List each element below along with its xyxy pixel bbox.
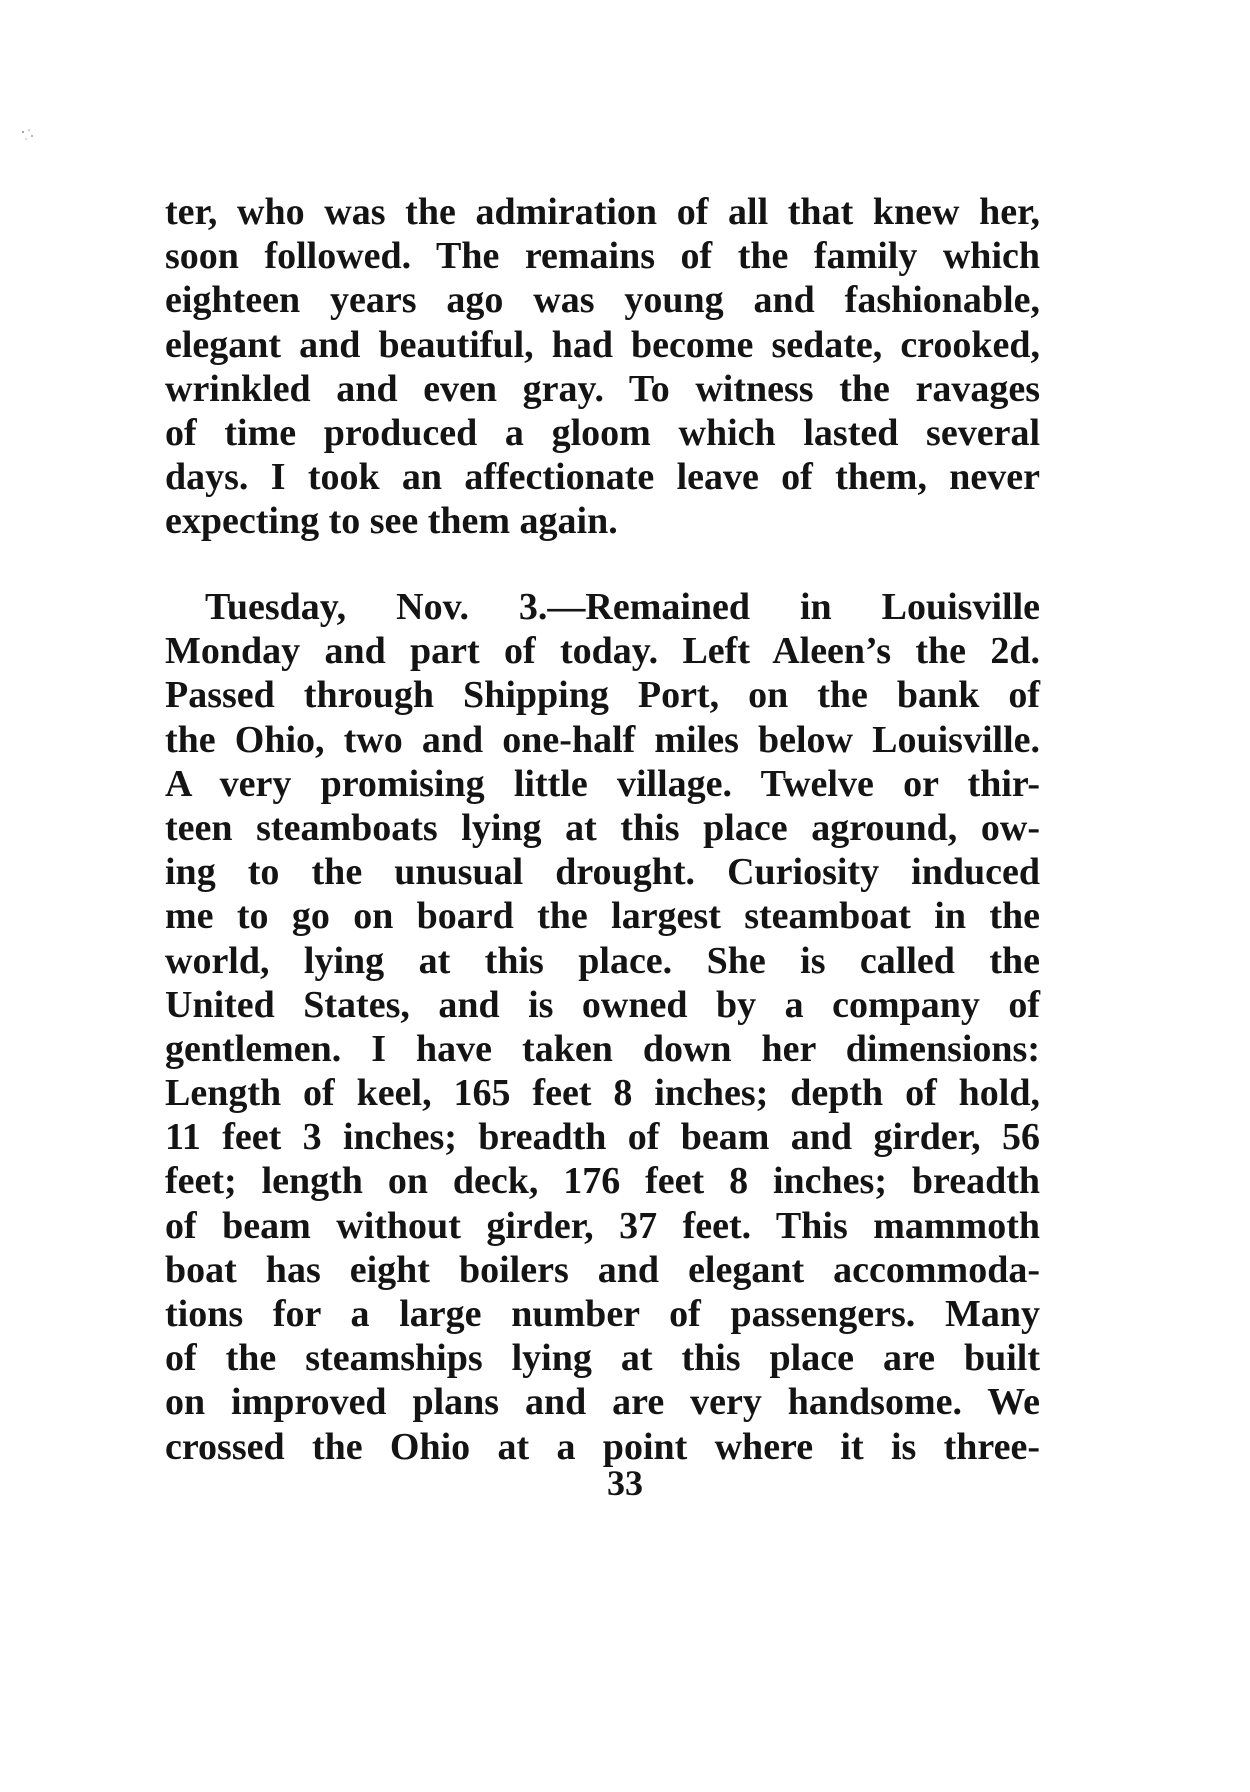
paragraph-continuation (165, 190, 1040, 544)
text-line: days. I took an affectionate leave of them, never (165, 456, 1040, 499)
text-line: A very promising little village. Twelve or thir- (165, 762, 1040, 805)
text-line: ing to the unusual drought. Curiosity induced (165, 851, 1040, 894)
text-line: soon followed. The remains of the family which (165, 235, 1040, 278)
text-line: of time produced a gloom which lasted several (165, 411, 1040, 454)
text-line: tions for a large number of passengers. Many (165, 1293, 1040, 1335)
text-line: 11 feet 3 inches; breadth of beam and girder, 56 (165, 1116, 1040, 1159)
text-line: Tuesday, Nov. 3.—Remained in Louisville (205, 586, 1040, 628)
text-line: the Ohio, two and one-half miles below Louisville. (165, 718, 1040, 761)
text-line: crossed the Ohio at a point where it is three- (165, 1425, 1040, 1468)
text-line: world, lying at this place. She is called the (165, 939, 1040, 982)
text-line: of the steamships lying at this place are built (165, 1337, 1040, 1380)
text-line: eighteen years ago was young and fashionable, (165, 279, 1040, 322)
text-line: Length of keel, 165 feet 8 inches; depth of hold, (165, 1072, 1040, 1115)
text-line: Monday and part of today. Left Aleen’s the 2d. (165, 630, 1040, 673)
text-line: ter, who was the admiration of all that knew her, (165, 191, 1040, 233)
scan-speck-mark (20, 128, 36, 142)
text-line: on improved plans and are very handsome. We (165, 1381, 1040, 1424)
page-number: 33 (607, 1463, 643, 1503)
text-line: feet; length on deck, 176 feet 8 inches; breadth (165, 1160, 1040, 1203)
text-line: wrinkled and even gray. To witness the ravages (165, 367, 1040, 410)
text-line: me to go on board the largest steamboat in the (165, 895, 1040, 938)
text-line: expecting to see them again. (165, 500, 618, 543)
text-line: elegant and beautiful, had become sedate, crooked, (165, 323, 1040, 366)
text-line: teen steamboats lying at this place aground, ow- (165, 806, 1040, 849)
text-line: of beam without girder, 37 feet. This mammoth (165, 1204, 1040, 1247)
text-line: boat has eight boilers and elegant accommoda- (165, 1248, 1040, 1291)
paragraph-tuesday-nov-3 (165, 585, 1040, 1469)
text-line: gentlemen. I have taken down her dimensions: (165, 1027, 1040, 1070)
text-line: United States, and is owned by a company of (165, 983, 1040, 1026)
text-line: Passed through Shipping Port, on the bank of (165, 674, 1040, 717)
